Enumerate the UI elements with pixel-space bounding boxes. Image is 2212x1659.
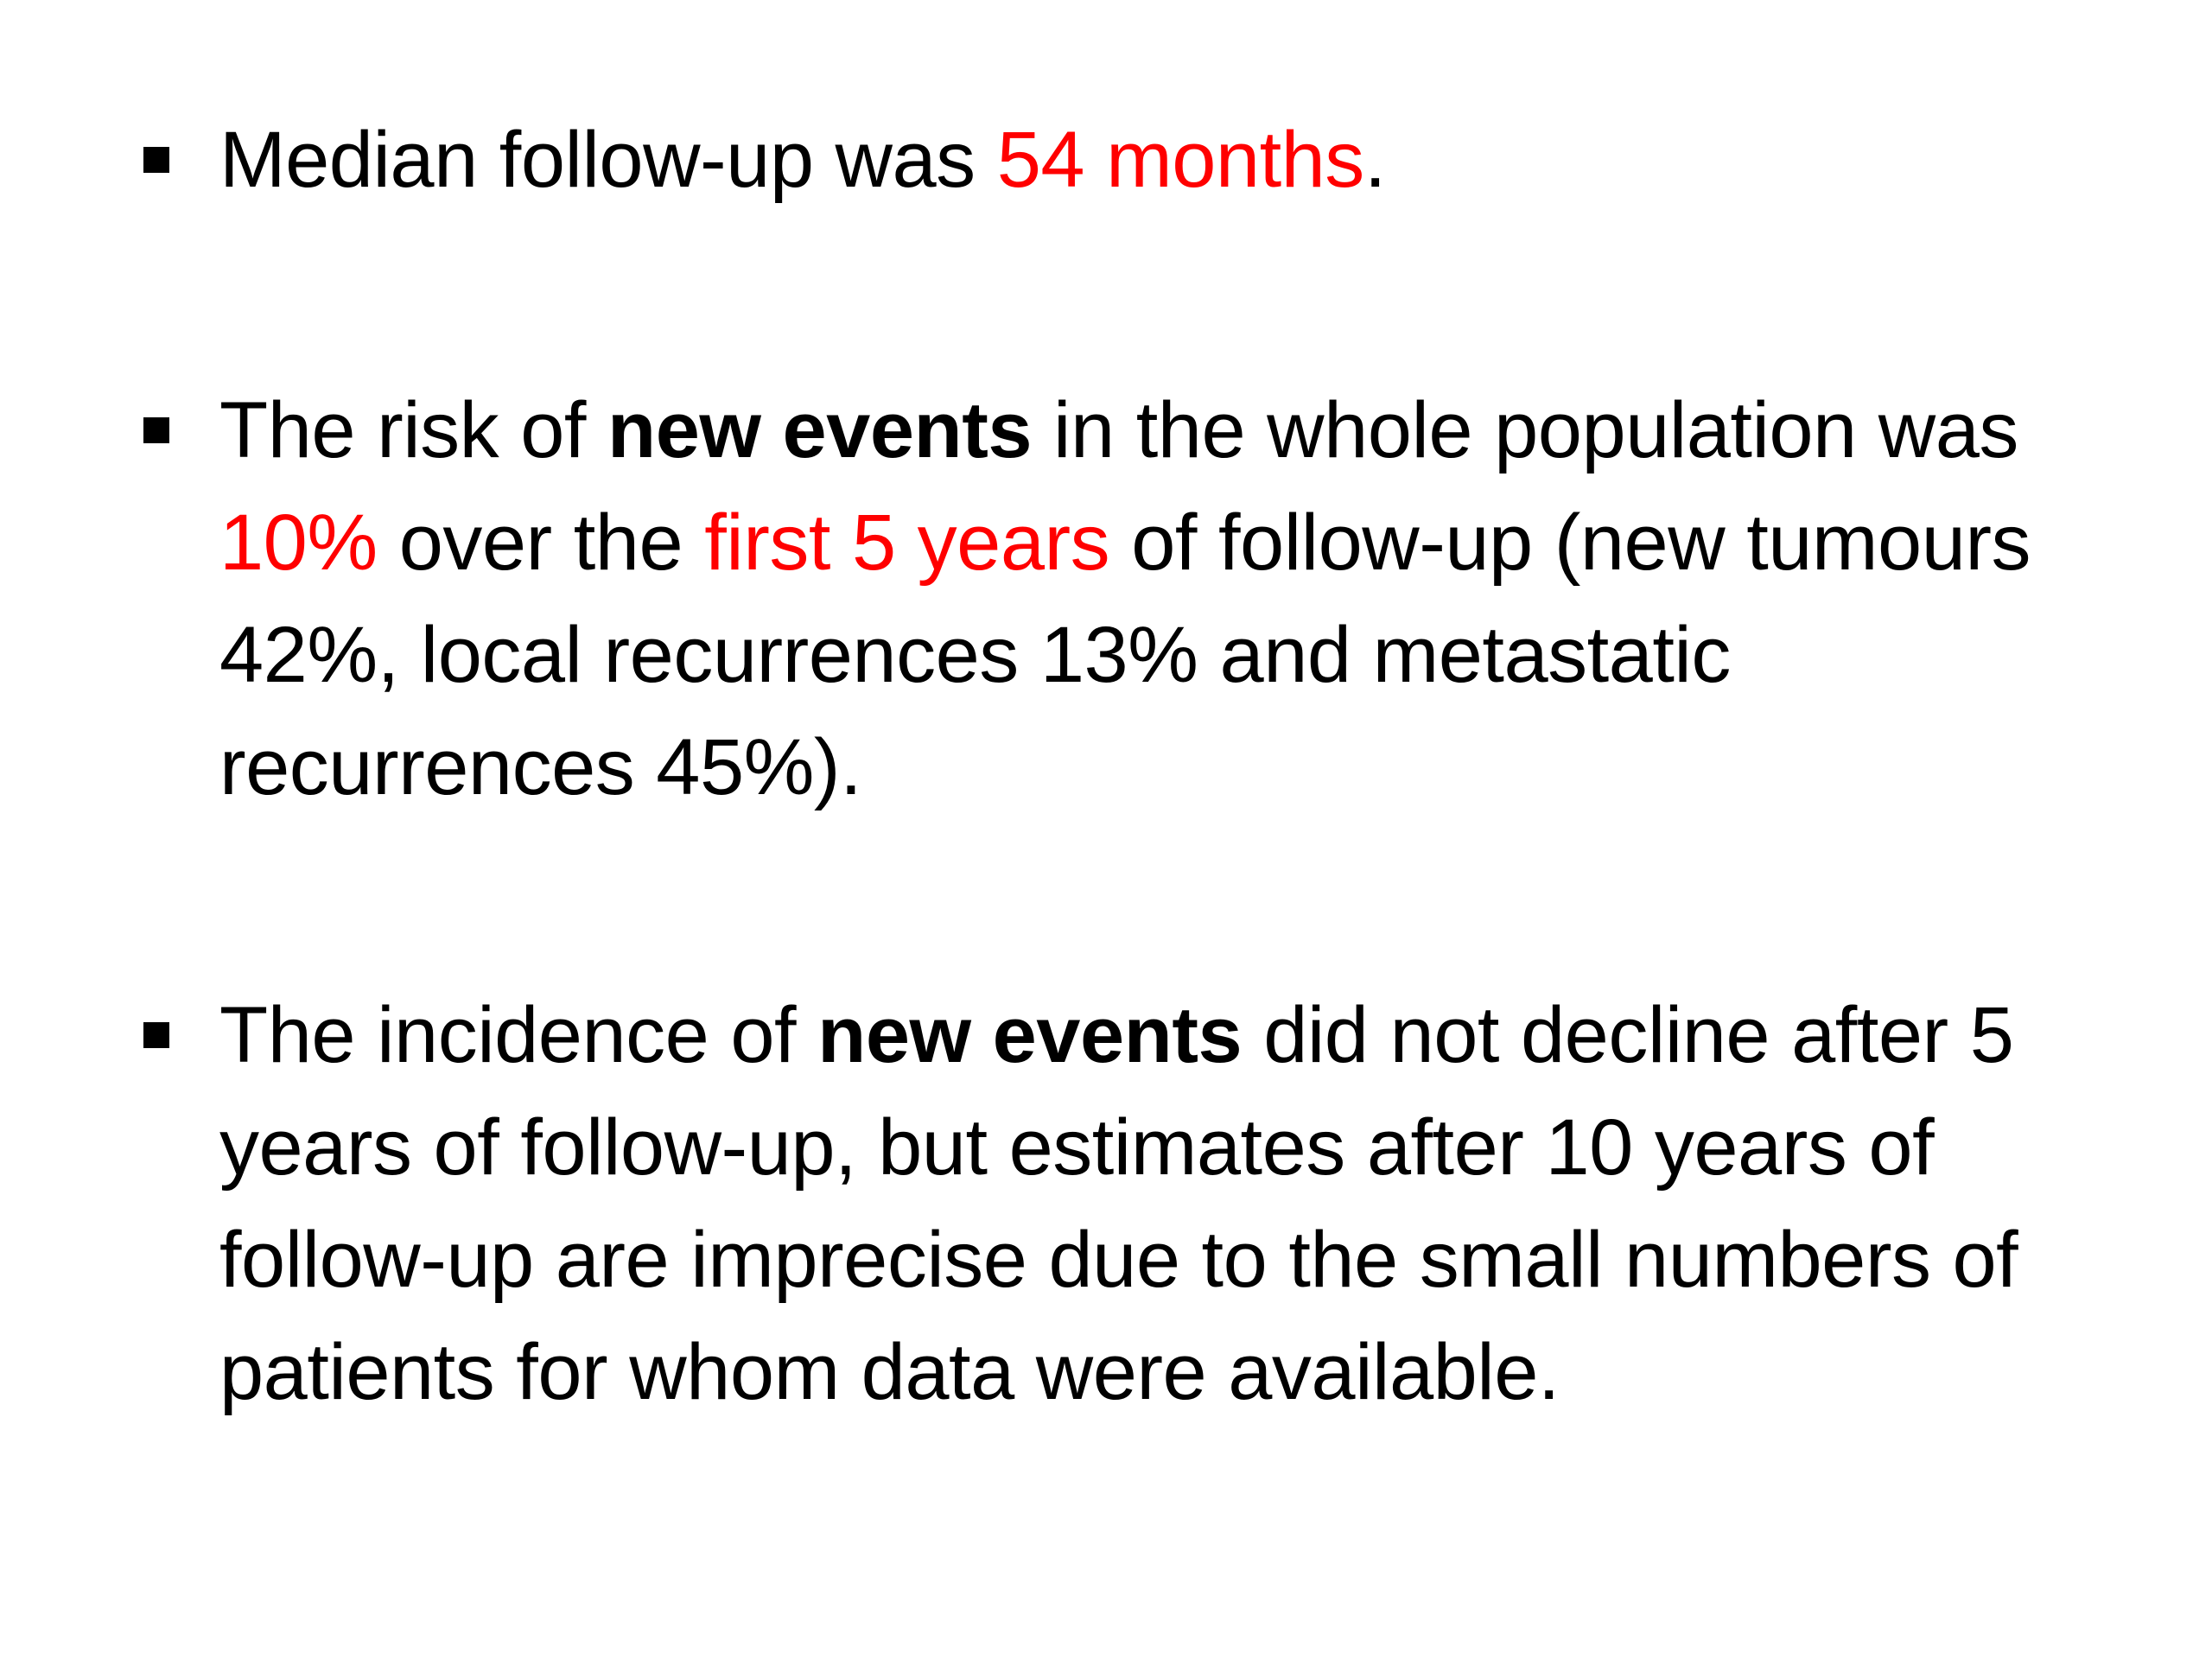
text-segment: of follow-up (new tumours 42%, local recurrences 13% and metastatic recurrences 45%).: [219, 499, 2031, 811]
text-segment: The risk of: [219, 386, 608, 474]
highlight-text: 54 months: [996, 116, 1364, 204]
bullet-text: [219, 979, 2108, 1428]
square-bullet-icon: [143, 1022, 169, 1048]
text-segment: did not decline after 5 years of follow-up, but estimates after 10 years of follow-up are imprecise due to the small numbers of patients for whom data were available.: [219, 991, 2018, 1416]
bold-text: new events: [817, 991, 1243, 1079]
text-segment: The incidence of: [219, 991, 818, 1079]
bold-text: new events: [607, 386, 1032, 474]
highlight-text: 10%: [219, 499, 378, 587]
bullet-item-incidence-of-new-events: [138, 979, 2108, 1428]
highlight-text: first 5 years: [704, 499, 1110, 587]
square-bullet-icon: [143, 147, 169, 173]
square-bullet-icon: [143, 417, 169, 443]
bullet-item-median-follow-up: [138, 104, 2108, 216]
bullet-text: [219, 104, 2108, 216]
bullet-text: [219, 374, 2108, 823]
text-segment: .: [1363, 116, 1386, 204]
text-segment: over the: [377, 499, 705, 587]
text-segment: in the whole population was: [1032, 386, 2018, 474]
text-segment: Median follow-up was: [219, 116, 997, 204]
bullet-item-risk-of-new-events: [138, 374, 2108, 823]
